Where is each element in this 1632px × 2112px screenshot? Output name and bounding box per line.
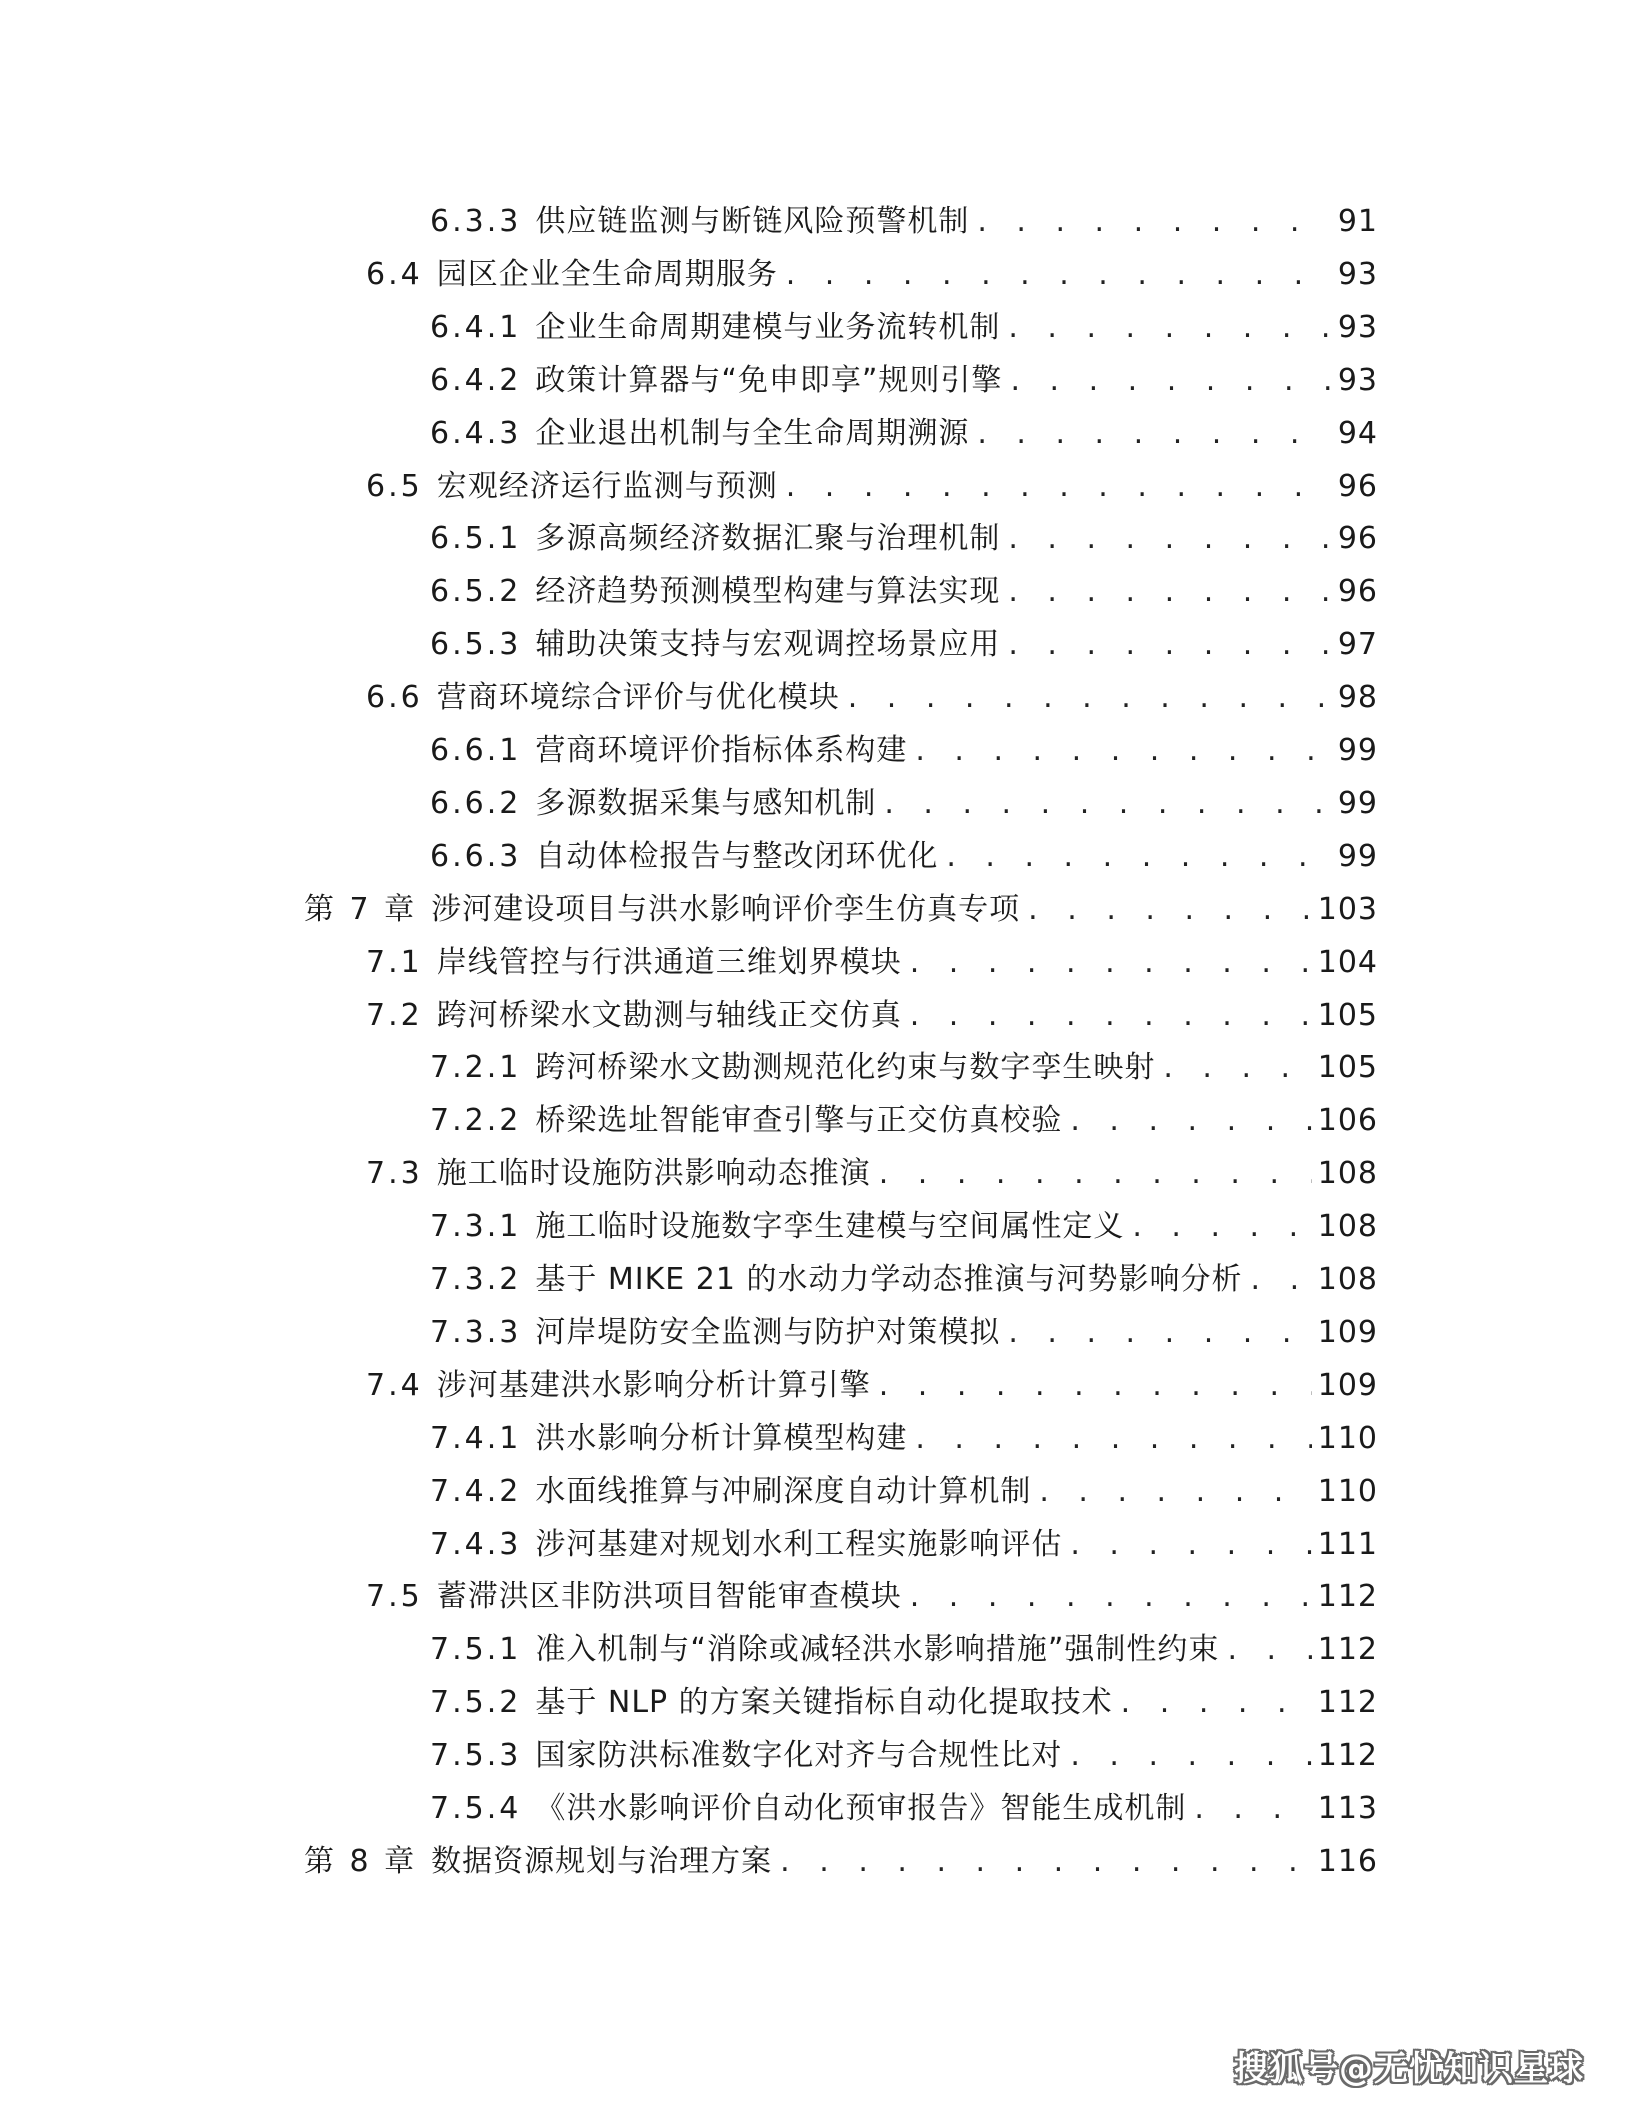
toc-entry[interactable] <box>430 1307 1378 1359</box>
toc-dot-leader <box>1008 566 1331 618</box>
toc-entry-title: 经济趋势预测模型构建与算法实现 <box>535 574 1001 610</box>
toc-dot-leader <box>1008 513 1331 565</box>
toc-entry[interactable] <box>430 196 1378 248</box>
toc-entry-number: 7.3.2 <box>430 1262 522 1297</box>
toc-dot-leader <box>879 1360 1312 1412</box>
toc-entry-number: 7.3.3 <box>430 1314 522 1350</box>
toc-entry-number: 7.5.1 <box>430 1632 522 1668</box>
toc-entry-page-number: 110 <box>1317 1473 1378 1509</box>
toc-entry-page-number: 112 <box>1317 1738 1378 1774</box>
toc-entry-title: 营商环境评价指标体系构建 <box>535 733 908 768</box>
toc-dot-leader <box>915 725 1331 777</box>
toc-entry-page-number: 103 <box>1317 891 1378 927</box>
toc-dot-leader <box>1163 1042 1311 1094</box>
toc-entry-page-number: 109 <box>1317 1314 1378 1350</box>
toc-dot-leader <box>786 249 1332 301</box>
toc-entry-number: 6.6 <box>366 680 423 716</box>
toc-dot-leader <box>1227 1624 1311 1676</box>
toc-dot-leader <box>879 1148 1312 1200</box>
toc-entry-title: 宏观经济运行监测与预测 <box>436 468 778 504</box>
toc-entry[interactable] <box>430 831 1378 883</box>
toc-dot-leader <box>1008 302 1331 354</box>
toc-dot-leader <box>915 1413 1311 1465</box>
toc-entry-number: 7.4.3 <box>430 1526 522 1562</box>
toc-entry-title: 施工临时设施数字孪生建模与空间属性定义 <box>535 1209 1125 1245</box>
toc-entry[interactable] <box>430 355 1378 407</box>
toc-entry-title: 洪水影响分析计算模型构建 <box>535 1420 908 1456</box>
toc-entry-page-number: 112 <box>1317 1632 1378 1668</box>
toc-entry-page-number: 105 <box>1317 1050 1378 1086</box>
watermark: 搜狐号@无忧知识星球 <box>1234 2049 1584 2089</box>
toc-entry-page-number: 108 <box>1317 1262 1378 1297</box>
toc-entry[interactable] <box>430 1466 1378 1518</box>
toc-entry-title: 涉河基建洪水影响分析计算引擎 <box>436 1367 871 1403</box>
toc-entry-page-number: 99 <box>1337 733 1378 768</box>
toc-entry-title: 准入机制与“消除或减轻洪水影响措施”强制性约束 <box>535 1632 1220 1668</box>
toc-entry-page-number: 98 <box>1337 680 1378 716</box>
toc-entry-number: 6.6.2 <box>430 785 522 821</box>
toc-dot-leader <box>977 408 1331 460</box>
toc-entry-title: 跨河桥梁水文勘测与轴线正交仿真 <box>436 997 902 1033</box>
toc-entry[interactable] <box>304 1836 1378 1888</box>
toc-entry[interactable] <box>304 884 1378 936</box>
toc-entry[interactable] <box>430 1095 1378 1147</box>
toc-entry-number: 6.4.3 <box>430 415 522 451</box>
toc-entry-number: 6.5 <box>366 468 423 504</box>
toc-entry[interactable] <box>430 619 1378 671</box>
toc-entry-title: 自动体检报告与整改闭环优化 <box>535 838 939 874</box>
toc-entry[interactable] <box>366 249 1378 301</box>
toc-entry-title: 企业生命周期建模与业务流转机制 <box>535 309 1001 345</box>
toc-entry-title: 辅助决策支持与宏观调控场景应用 <box>535 627 1001 663</box>
toc-entry-number: 7.1 <box>366 944 423 980</box>
toc-dot-leader <box>1070 1095 1311 1147</box>
toc-entry-title: 基于 MIKE 21 的水动力学动态推演与河势影响分析 <box>535 1262 1243 1297</box>
toc-entry-title: 多源高频经济数据汇聚与治理机制 <box>535 521 1001 557</box>
toc-entry-number: 7.5 <box>366 1579 423 1615</box>
toc-entry[interactable] <box>430 1254 1378 1306</box>
toc-dot-leader <box>780 1836 1312 1888</box>
toc-entry-title: 桥梁选址智能审查引擎与正交仿真校验 <box>535 1103 1063 1139</box>
toc-entry[interactable] <box>430 1413 1378 1465</box>
toc-entry-title: 《洪水影响评价自动化预审报告》智能生成机制 <box>535 1791 1187 1826</box>
toc-entry-title: 政策计算器与“免申即享”规则引擎 <box>535 362 1003 398</box>
toc-entry-title: 水面线推算与冲刷深度自动计算机制 <box>535 1473 1032 1509</box>
toc-entry[interactable] <box>366 672 1378 724</box>
toc-entry-page-number: 106 <box>1317 1103 1378 1139</box>
toc-entry-number: 6.5.2 <box>430 574 522 610</box>
toc-entry-title: 基于 NLP 的方案关键指标自动化提取技术 <box>535 1685 1113 1721</box>
toc-entry-number: 7.3 <box>366 1156 423 1192</box>
toc-entry-page-number: 113 <box>1317 1791 1378 1826</box>
toc-entry[interactable] <box>430 408 1378 460</box>
toc-entry[interactable] <box>430 1624 1378 1676</box>
toc-entry-number: 7.4.2 <box>430 1473 522 1509</box>
toc-entry-title: 涉河建设项目与洪水影响评价孪生仿真专项 <box>431 891 1021 927</box>
toc-entry-number: 6.6.1 <box>430 733 522 768</box>
toc-entry-page-number: 96 <box>1337 468 1378 504</box>
toc-entry-page-number: 91 <box>1337 204 1378 239</box>
toc-entry-title: 园区企业全生命周期服务 <box>436 256 778 292</box>
toc-entry-number: 7.5.2 <box>430 1685 522 1721</box>
toc-dot-leader <box>910 1571 1312 1623</box>
toc-entry-page-number: 94 <box>1337 415 1378 451</box>
toc-dot-leader <box>910 937 1312 989</box>
toc-entry-page-number: 93 <box>1337 362 1378 398</box>
toc-entry-page-number: 97 <box>1337 627 1378 663</box>
toc-entry-page-number: 110 <box>1317 1420 1378 1456</box>
toc-entry-number: 6.3.3 <box>430 204 522 239</box>
toc-entry-page-number: 93 <box>1337 256 1378 292</box>
toc-entry-number: 6.4.2 <box>430 362 522 398</box>
toc-entry-number: 6.4 <box>366 256 423 292</box>
toc-dot-leader <box>848 672 1332 724</box>
toc-entry-title: 涉河基建对规划水利工程实施影响评估 <box>535 1526 1063 1562</box>
toc-dot-leader <box>1039 1466 1311 1518</box>
toc-entry-title: 施工临时设施防洪影响动态推演 <box>436 1156 871 1192</box>
toc-dot-leader <box>910 990 1312 1042</box>
toc-entry[interactable] <box>430 302 1378 354</box>
toc-entry-page-number: 108 <box>1317 1156 1378 1192</box>
toc-dot-leader <box>1251 1254 1312 1306</box>
toc-dot-leader <box>786 461 1332 513</box>
toc-entry-number: 第 7 章 <box>304 891 418 927</box>
toc-entry[interactable] <box>430 778 1378 830</box>
toc-dot-leader <box>1008 619 1331 671</box>
toc-entry-page-number: 108 <box>1317 1209 1378 1245</box>
toc-entry[interactable] <box>366 1148 1378 1200</box>
toc-entry-title: 企业退出机制与全生命周期溯源 <box>535 415 970 451</box>
toc-entry-number: 7.4.1 <box>430 1420 522 1456</box>
toc-entry-title: 多源数据采集与感知机制 <box>535 785 877 821</box>
toc-entry-title: 跨河桥梁水文勘测规范化约束与数字孪生映射 <box>535 1050 1156 1086</box>
toc-entry-number: 7.2.2 <box>430 1103 522 1139</box>
toc-dot-leader <box>977 196 1331 248</box>
toc-entry[interactable] <box>366 937 1378 989</box>
toc-entry-page-number: 112 <box>1317 1685 1378 1721</box>
toc-dot-leader <box>1028 884 1312 936</box>
toc-entry[interactable] <box>430 1201 1378 1253</box>
toc-entry-number: 6.4.1 <box>430 309 522 345</box>
toc-entry[interactable] <box>430 1042 1378 1094</box>
toc-entry[interactable] <box>430 1519 1378 1571</box>
toc-dot-leader <box>1010 355 1331 407</box>
toc-entry[interactable] <box>366 1360 1378 1412</box>
toc-entry-page-number: 111 <box>1317 1526 1378 1562</box>
toc-entry-title: 供应链监测与断链风险预警机制 <box>535 204 970 239</box>
toc-entry-page-number: 112 <box>1317 1579 1378 1615</box>
toc-dot-leader <box>1070 1730 1311 1782</box>
toc-entry-number: 7.2 <box>366 997 423 1033</box>
toc-entry[interactable] <box>366 990 1378 1042</box>
toc-dot-leader <box>884 778 1331 830</box>
toc-entry[interactable] <box>430 1730 1378 1782</box>
toc-entry-page-number: 99 <box>1337 785 1378 821</box>
toc-entry-title: 蓄滞洪区非防洪项目智能审查模块 <box>436 1579 902 1615</box>
toc-entry-number: 7.4 <box>366 1367 423 1403</box>
toc-entry-number: 第 8 章 <box>304 1843 418 1879</box>
toc-dot-leader <box>946 831 1331 883</box>
toc-entry-title: 岸线管控与行洪通道三维划界模块 <box>436 944 902 980</box>
toc-entry-number: 6.6.3 <box>430 838 522 874</box>
toc-entry-title: 营商环境综合评价与优化模块 <box>436 680 840 716</box>
toc-entry-title: 河岸堤防安全监测与防护对策模拟 <box>535 1314 1001 1350</box>
toc-entry-page-number: 116 <box>1317 1843 1378 1879</box>
toc-dot-leader <box>1070 1519 1311 1571</box>
toc-entry-page-number: 99 <box>1337 838 1378 874</box>
toc-entry[interactable] <box>366 1571 1378 1623</box>
toc-entry[interactable] <box>430 725 1378 777</box>
toc-entry-number: 7.5.4 <box>430 1791 522 1826</box>
toc-dot-leader <box>1121 1677 1312 1729</box>
toc-entry-page-number: 109 <box>1317 1367 1378 1403</box>
toc-entry-title: 国家防洪标准数字化对齐与合规性比对 <box>535 1738 1063 1774</box>
toc-dot-leader <box>1194 1783 1311 1835</box>
toc-entry-number: 7.2.1 <box>430 1050 522 1086</box>
toc-entry-page-number: 93 <box>1337 309 1378 345</box>
toc-entry[interactable] <box>430 566 1378 618</box>
toc-entry-page-number: 105 <box>1317 997 1378 1033</box>
toc-entry[interactable] <box>366 461 1378 513</box>
toc-entry[interactable] <box>430 1783 1378 1835</box>
toc-entry-number: 7.3.1 <box>430 1209 522 1245</box>
toc-entry-page-number: 104 <box>1317 944 1378 980</box>
toc-entry[interactable] <box>430 1677 1378 1729</box>
toc-entry-number: 7.5.3 <box>430 1738 522 1774</box>
toc-dot-leader <box>1132 1201 1311 1253</box>
toc-entry-number: 6.5.1 <box>430 521 522 557</box>
toc-entry-number: 6.5.3 <box>430 627 522 663</box>
toc-entry-page-number: 96 <box>1337 521 1378 557</box>
toc-entry-title: 数据资源规划与治理方案 <box>431 1843 773 1879</box>
toc-entry-page-number: 96 <box>1337 574 1378 610</box>
toc-dot-leader <box>1008 1307 1311 1359</box>
toc-entry[interactable] <box>430 513 1378 565</box>
